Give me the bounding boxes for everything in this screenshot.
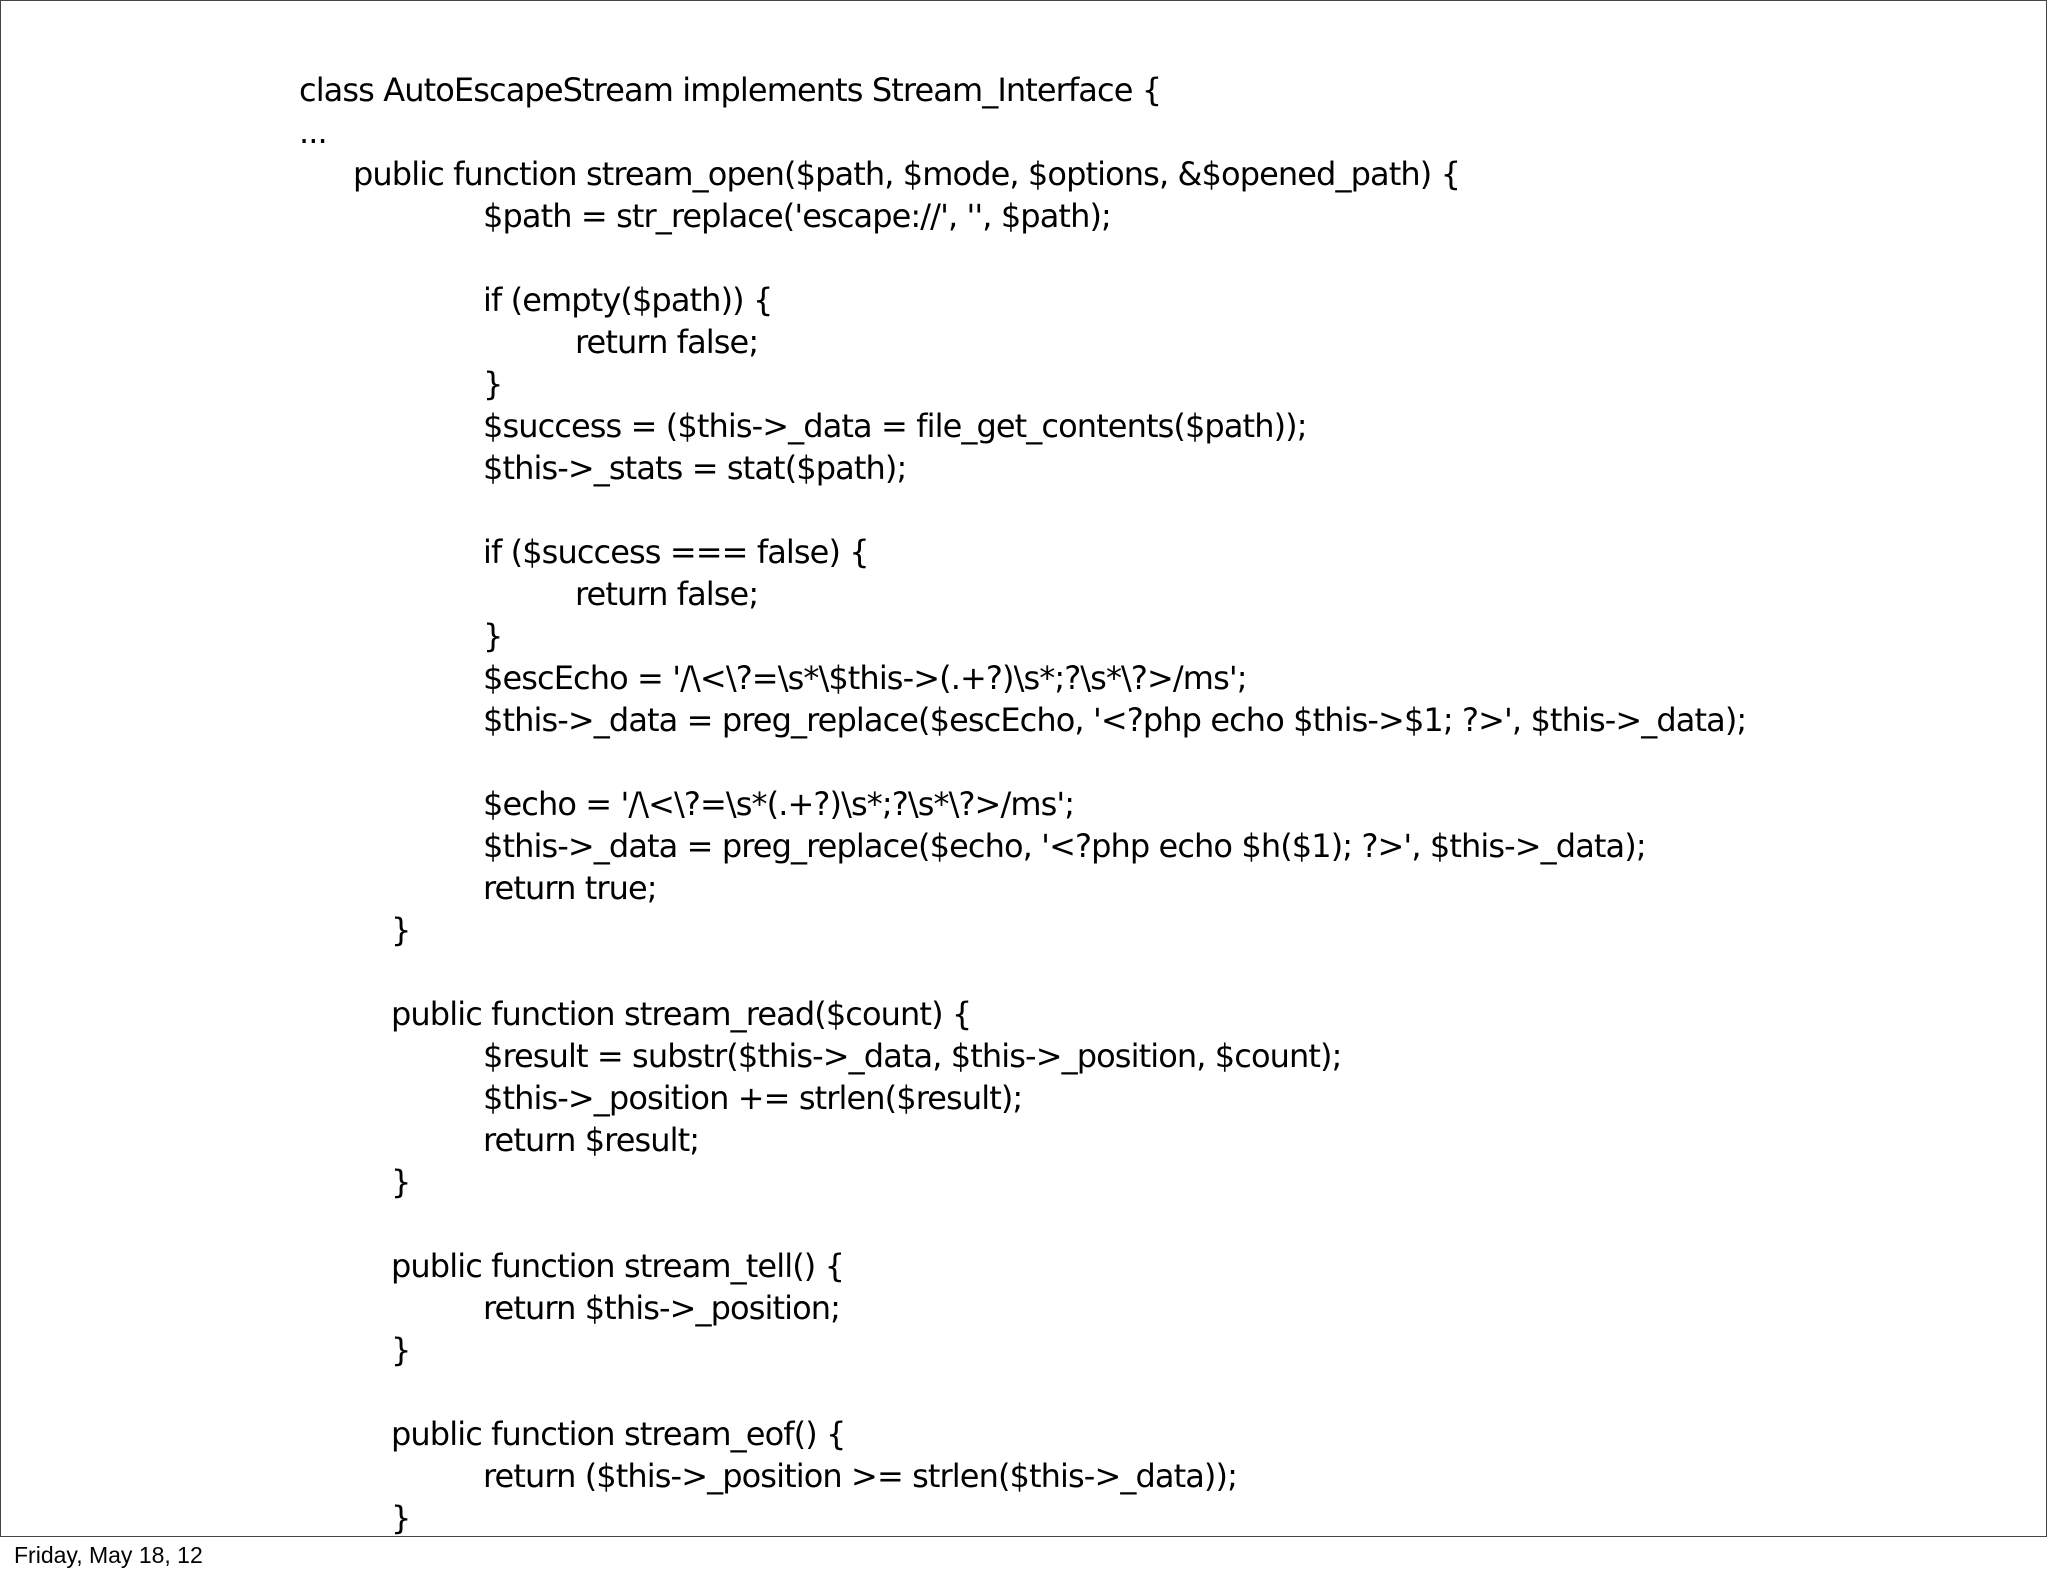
code-line: if ($success === false) { (483, 533, 869, 571)
code-line: } (391, 911, 411, 949)
code-line: return ($this->_position >= strlen($this->_data)); (483, 1457, 1237, 1495)
code-line: if (empty($path)) { (483, 281, 773, 319)
code-line: } (483, 617, 503, 655)
code-line: public function stream_open($path, $mode, $options, &$opened_path) { (353, 155, 1461, 193)
code-line: } (391, 1499, 411, 1537)
code-line: $escEcho = '/\<\?=\s*\$this->(.+?)\s*;?\s*\?>/ms'; (483, 659, 1247, 697)
code-line: $this->_stats = stat($path); (483, 449, 907, 487)
code-line: $path = str_replace('escape://', '', $path); (483, 197, 1111, 235)
code-line: $echo = '/\<\?=\s*(.+?)\s*;?\s*\?>/ms'; (483, 785, 1075, 823)
code-line (1, 1371, 1746, 1413)
code-line (1, 951, 1746, 993)
code-line: } (391, 1163, 411, 1201)
code-line: $this->_data = preg_replace($escEcho, '<?php echo $this->$1; ?>', $this->_data); (483, 701, 1747, 739)
footer-date: Friday, May 18, 12 (14, 1542, 203, 1568)
code-line: return $this->_position; (483, 1289, 841, 1327)
code-line: $this->_position += strlen($result); (483, 1079, 1023, 1117)
code-line: return false; (575, 575, 759, 613)
code-line (1, 489, 1746, 531)
code-line: $this->_data = preg_replace($echo, '<?php echo $h($1); ?>', $this->_data); (483, 827, 1646, 865)
code-line: return false; (575, 323, 759, 361)
code-line (1, 1203, 1746, 1245)
code-line: public function stream_eof() { (391, 1415, 846, 1453)
code-line: class AutoEscapeStream implements Stream_Interface { (299, 71, 1162, 109)
code-block (1, 69, 1746, 1537)
code-line: $result = substr($this->_data, $this->_position, $count); (483, 1037, 1342, 1075)
code-line: $success = ($this->_data = file_get_contents($path)); (483, 407, 1307, 445)
code-line (1, 237, 1746, 279)
code-line (1, 741, 1746, 783)
code-line: return $result; (483, 1121, 700, 1159)
code-line: public function stream_read($count) { (391, 995, 972, 1033)
code-line: } (483, 365, 503, 403)
code-line: public function stream_tell() { (391, 1247, 845, 1285)
code-line: ... (299, 113, 327, 151)
code-line: return true; (483, 869, 657, 907)
code-line: } (391, 1331, 411, 1369)
